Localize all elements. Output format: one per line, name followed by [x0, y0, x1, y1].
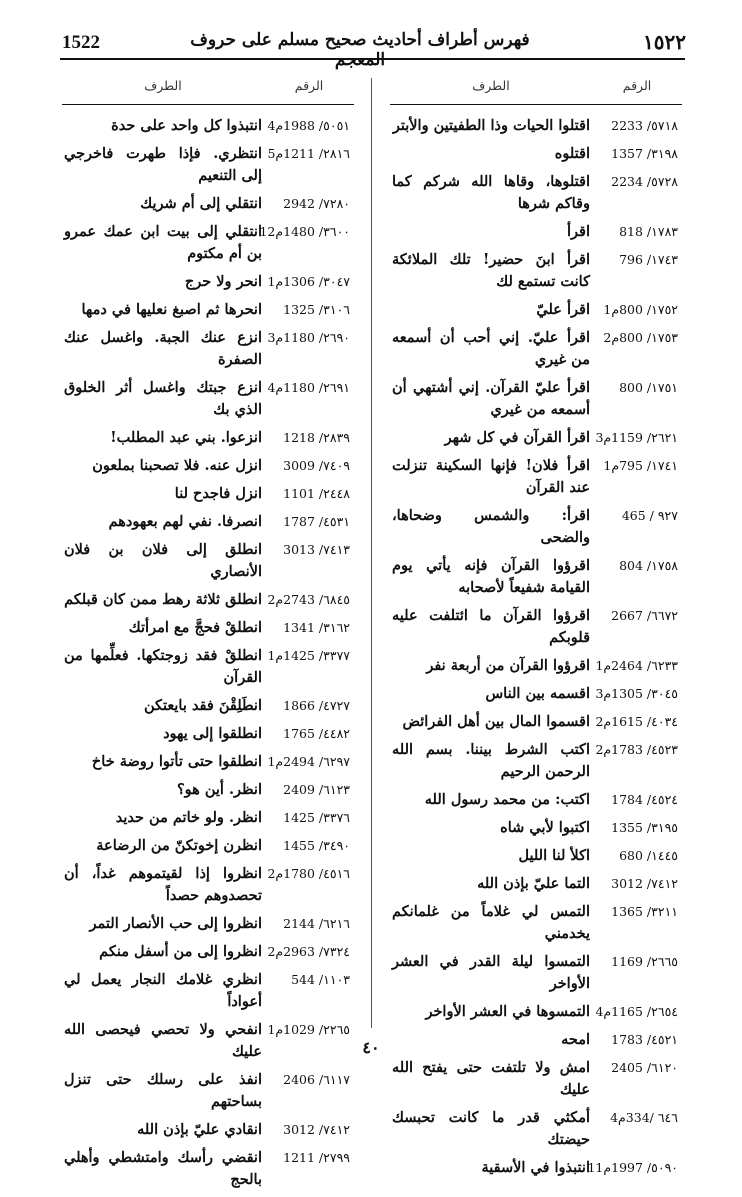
- entry-number: ١٤٤٥/ 680: [619, 848, 678, 863]
- entry-number: ٦١١٧/ 2406: [283, 1072, 350, 1087]
- entry-number: ٢٦٦٥/ 1169: [611, 954, 678, 969]
- entry-number: ٧٤١٢/ 3012: [611, 876, 678, 891]
- entry-text: انطلق ثلاثة رهط ممن كان قبلكم: [64, 591, 262, 608]
- index-entry: [390, 789, 682, 811]
- entry-number: ٧٤١٢/ 3012: [283, 1122, 350, 1137]
- entry-number: ٧٤٠٩/ 3009: [283, 458, 350, 473]
- entry-text: انطلق إلى فلان بن فلان الأنصاري: [64, 541, 262, 580]
- entry-number: ٣٣٧٦/ 1425: [283, 810, 350, 825]
- index-entry: [62, 427, 354, 449]
- entry-text: اقتلوها، وقاها الله شركم كما وقاكم شرها: [392, 173, 590, 212]
- entry-text: انطلقوا إلى يهود: [163, 725, 262, 742]
- entry-text: انفذ على رسلك حتى تنزل بساحتهم: [64, 1071, 262, 1110]
- entry-number: ٩٢٧ / 465: [621, 508, 678, 523]
- entry-text: انتظري. فإذا طهرت فاخرجي إلى التنعيم: [64, 145, 262, 184]
- entry-number: ٦٤٦ /334م4: [610, 1110, 678, 1125]
- entry-number: ٢٦٥٤/ 1165م4: [595, 1004, 678, 1019]
- entry-text: اقرؤوا القرآن من أربعة نفر: [426, 657, 590, 674]
- index-entry: [62, 455, 354, 477]
- entry-text: اقرأ عليّ القرآن. إني أشتهي أن أسمعه من غيري: [392, 379, 590, 418]
- entry-number: ٢٦٩٠/ 1180م3: [267, 330, 350, 345]
- entry-number: ٤٠٣٤/ 1615م2: [595, 714, 678, 729]
- index-entry: [390, 221, 682, 243]
- text-column-heading: الطرف: [144, 78, 182, 93]
- index-entry: [62, 617, 354, 639]
- entry-text: انظروا إلى من أسفل منكم: [99, 943, 262, 960]
- index-entry: [62, 539, 354, 583]
- entry-text: اقسمه بين الناس: [485, 685, 590, 702]
- number-column-heading: الرقم: [622, 78, 652, 93]
- entry-text: اقرأ القرآن في كل شهر: [444, 429, 590, 446]
- entry-number: ١٧٥٣/ 800م2: [603, 330, 678, 345]
- number-column-heading: الرقم: [294, 78, 324, 93]
- entry-text: انظر. ولو خاتم من حديد: [115, 809, 262, 826]
- index-entry: [62, 723, 354, 745]
- index-entry: [62, 143, 354, 187]
- entry-text: اقرأ عليّ: [536, 301, 590, 318]
- entry-number: ٣٢١١/ 1365: [611, 904, 678, 919]
- index-entry: [390, 427, 682, 449]
- entry-text: انقادي عليّ بإذن الله: [137, 1121, 262, 1138]
- index-entry: [62, 969, 354, 1013]
- entry-text: اكلأ لنا الليل: [518, 847, 590, 864]
- entry-number: ٥٧٢٨/ 2234: [611, 174, 678, 189]
- index-entry: [62, 695, 354, 717]
- index-entry: [62, 221, 354, 265]
- index-entry: [390, 739, 682, 783]
- entry-text: أمكثي قدر ما كانت تحبسك حيضتك: [392, 1109, 590, 1148]
- index-entry: [62, 271, 354, 293]
- entry-text: اقرأ ابنَ حضير! تلك الملائكة كانت تستمع لك: [392, 251, 590, 290]
- entry-number: ١٧٤١/ 795م1: [603, 458, 678, 473]
- entry-text: اكتب: من محمد رسول الله: [424, 791, 590, 808]
- entry-text: انطَلِقْنَ فقد بايعتكن: [143, 697, 262, 714]
- entry-text: انظري غلامك النجار يعمل لي أعواداً: [64, 971, 262, 1010]
- index-entry: [390, 1157, 682, 1179]
- index-entry: [390, 901, 682, 945]
- entry-number: ٤٤٨٢/ 1765: [283, 726, 350, 741]
- index-entry: [62, 807, 354, 829]
- entry-text: انصرفا. نفي لهم بعهودهم: [108, 513, 262, 530]
- entry-text: انطلقْ فحجَّ مع امرأتك: [128, 619, 262, 636]
- index-entry: [62, 645, 354, 689]
- entry-number: ٤٥٢٣/ 1783م2: [595, 742, 678, 757]
- entry-number: ٢٦٢١/ 1159م3: [595, 430, 678, 445]
- index-entry: [390, 555, 682, 599]
- page-number-latin: 1522: [62, 32, 100, 53]
- entry-text: اقرأ عليّ. إني أحب أن أسمعه من غيري: [392, 329, 590, 368]
- entry-number: ١٧٥١/ 800: [619, 380, 678, 395]
- entry-number: ٤٥٢١/ 1783: [611, 1032, 678, 1047]
- index-entry: [390, 655, 682, 677]
- entry-number: ٣١٠٦/ 1325: [283, 302, 350, 317]
- entry-text: انزعوا. بني عبد المطلب!: [110, 429, 262, 446]
- entry-text: اكتب الشرط بيننا. بسم الله الرحمن الرحيم: [392, 741, 590, 780]
- entry-text: انتقلي إلى أم شريك: [140, 195, 262, 212]
- entry-text: التمسوا ليلة القدر في العشر الأواخر: [392, 953, 590, 992]
- entry-number: ١٧٤٣/ 796: [619, 252, 678, 267]
- index-entry: [62, 779, 354, 801]
- right-column-header: [390, 78, 682, 105]
- index-entry: [62, 299, 354, 321]
- entry-number: ٥٠٥١/ 1988م4: [267, 118, 350, 133]
- index-entry: [62, 377, 354, 421]
- entry-text: انفحي ولا تحصي فيحصى الله عليك: [64, 1021, 262, 1060]
- entry-number: ٣٦٠٠/ 1480م12: [259, 224, 350, 239]
- entry-text: انحر ولا حرج: [184, 273, 262, 290]
- index-entry: [390, 817, 682, 839]
- index-entry: [62, 483, 354, 505]
- entry-text: انتبذوا كل واحد على حدة: [111, 117, 262, 134]
- index-entry: [62, 863, 354, 907]
- entry-text: انزل فاجدح لنا: [174, 485, 262, 502]
- index-entry: [390, 1057, 682, 1101]
- index-entry: [390, 845, 682, 867]
- entry-number: ٦١٢٠/ 2405: [611, 1060, 678, 1075]
- index-entry: [390, 1001, 682, 1023]
- index-entry: [390, 711, 682, 733]
- page-footer-marker: ٤٠: [362, 1038, 380, 1057]
- entry-number: ٥٠٩٠/ 1997م11: [587, 1160, 678, 1175]
- page-title: فهرس أطراف أحاديث صحيح مسلم على حروف المعجم: [190, 30, 530, 70]
- index-entry: [62, 913, 354, 935]
- header-divider: [60, 58, 685, 60]
- index-entry: [390, 249, 682, 293]
- entry-number: ٧٤١٣/ 3013: [283, 542, 350, 557]
- index-entry: [62, 1147, 354, 1191]
- entry-text: اقرؤوا القرآن فإنه يأتي يوم القيامة شفيعاً لأصحابه: [392, 557, 590, 596]
- index-entry: [390, 605, 682, 649]
- entry-number: ٣١٦٢/ 1341: [283, 620, 350, 635]
- index-entry: [62, 835, 354, 857]
- entry-text: اقرأ فلان! فإنها السكينة تنزلت عند القرآن: [392, 457, 590, 496]
- page-number-arabic: ١٥٢٢: [643, 30, 686, 54]
- entry-number: ٢٢٦٥/ 1029م1: [267, 1022, 350, 1037]
- entry-number: ١١٠٣/ 544: [291, 972, 350, 987]
- entry-number: ١٧٥٨/ 804: [619, 558, 678, 573]
- column-divider: [371, 78, 372, 1028]
- entry-number: ٢٨١٦/ 1211م5: [267, 146, 350, 161]
- entry-text: انظروا إذا لقيتموهم غداً، أن تحصدوهم حصداً: [64, 865, 262, 904]
- entry-number: ٦٢١٦/ 2144: [283, 916, 350, 931]
- entry-number: ٢٤٤٨/ 1101: [283, 486, 350, 501]
- entry-number: ٥٧١٨/ 2233: [611, 118, 678, 133]
- entry-number: ٦٨٤٥/ 2743م2: [267, 592, 350, 607]
- entry-text: انزع جبتك واغسل أثر الخلوق الذي بك: [64, 379, 262, 418]
- index-entry: [62, 1119, 354, 1141]
- entry-text: انقضي رأسك وامتشطي وأهلي بالحج: [64, 1149, 262, 1188]
- entry-text: اقرأ: والشمس وضحاها، والضحى: [392, 507, 590, 546]
- index-entry: [390, 327, 682, 371]
- index-entry: [390, 171, 682, 215]
- entry-number: ٧٣٢٤/ 2963م2: [267, 944, 350, 959]
- entry-text: انزل عنه. فلا تصحبنا بملعون: [92, 457, 262, 474]
- index-entry: [390, 873, 682, 895]
- entry-text: انظر. أين هو؟: [176, 781, 262, 798]
- index-entry: [390, 1107, 682, 1151]
- text-column-heading: الطرف: [472, 78, 510, 93]
- entry-number: ٢٦٩١/ 1180م4: [267, 380, 350, 395]
- entry-text: اقسموا المال بين أهل الفرائض: [402, 713, 590, 730]
- index-entry: [62, 941, 354, 963]
- entry-number: ٢٧٩٩/ 1211: [283, 1150, 350, 1165]
- index-entry: [390, 115, 682, 137]
- entry-text: انظروا إلى حب الأنصار التمر: [89, 915, 262, 932]
- entry-text: انطلقوا حتى تأتوا روضة خاخ: [91, 753, 262, 770]
- entry-number: ٦٢٩٧/ 2494م1: [267, 754, 350, 769]
- entry-number: ٤٥٣١/ 1787: [283, 514, 350, 529]
- index-entry: [62, 1069, 354, 1113]
- entry-number: ٣٠٤٧/ 1306م1: [267, 274, 350, 289]
- entry-number: ٣١٩٨/ 1357: [611, 146, 678, 161]
- entry-text: التما عليّ بإذن الله: [477, 875, 590, 892]
- entry-number: ٦٢٣٣/ 2464م1: [595, 658, 678, 673]
- entry-number: ٤٥١٦/ 1780م2: [267, 866, 350, 881]
- index-entry: [62, 115, 354, 137]
- entry-number: ٤٥٢٤/ 1784: [611, 792, 678, 807]
- left-column-entries: [62, 115, 354, 1197]
- entry-number: ٣٠٤٥/ 1305م3: [595, 686, 678, 701]
- entry-text: اقرأ: [567, 223, 590, 240]
- entry-text: انطلقْ فقد زوجتكها. فعلِّمها من القرآن: [64, 647, 262, 686]
- index-entry: [390, 143, 682, 165]
- left-column-header: [62, 78, 354, 105]
- index-entry: [390, 683, 682, 705]
- entry-number: ٣٤٩٠/ 1455: [283, 838, 350, 853]
- entry-text: التمس لي غلاماً من غلمانكم يخدمني: [392, 903, 590, 942]
- entry-text: انحرها ثم اصبغ نعليها في دمها: [81, 301, 262, 318]
- right-column: [390, 78, 682, 1185]
- entry-number: ١٧٨٣/ 818: [619, 224, 678, 239]
- entry-text: اقرؤوا القرآن ما ائتلفت عليه قلوبكم: [392, 607, 590, 646]
- entry-text: امحه: [561, 1031, 590, 1048]
- index-entry: [390, 377, 682, 421]
- index-entry: [390, 951, 682, 995]
- index-entry: [62, 511, 354, 533]
- entry-text: اكتبوا لأبي شاه: [500, 819, 590, 836]
- entry-text: اقتلوه: [554, 145, 590, 162]
- left-column: [62, 78, 354, 1197]
- index-entry: [62, 751, 354, 773]
- entry-number: ٧٢٨٠/ 2942: [283, 196, 350, 211]
- entry-number: ٦٦٧٢/ 2667: [611, 608, 678, 623]
- entry-text: امش ولا تلتفت حتى يفتح الله عليك: [392, 1059, 590, 1098]
- entry-number: ٤٧٢٧/ 1866: [283, 698, 350, 713]
- entry-number: ١٧٥٢/ 800م1: [603, 302, 678, 317]
- entry-text: اقتلوا الحيات وذا الطفيتين والأبتر: [392, 117, 590, 134]
- entry-text: التمسوها في العشر الأواخر: [425, 1003, 590, 1020]
- entry-text: انزع عنك الجبة. واغسل عنك الصفرة: [64, 329, 262, 368]
- index-entry: [390, 299, 682, 321]
- index-entry: [62, 193, 354, 215]
- entry-text: انظرن إخوتكنّ من الرضاعة: [96, 837, 262, 854]
- right-column-entries: [390, 115, 682, 1185]
- entry-number: ٣١٩٥/ 1355: [611, 820, 678, 835]
- entry-number: ٣٣٧٧/ 1425م1: [267, 648, 350, 663]
- entry-text: انتقلي إلى بيت ابن عمك عمرو بن أم مكتوم: [64, 223, 262, 262]
- index-entry: [62, 589, 354, 611]
- entry-number: ٦١٢٣/ 2409: [283, 782, 350, 797]
- index-entry: [390, 455, 682, 499]
- index-entry: [390, 505, 682, 549]
- index-entry: [62, 327, 354, 371]
- entry-text: انتبذوا في الأسقية: [481, 1159, 590, 1176]
- entry-number: ٢٨٣٩/ 1218: [283, 430, 350, 445]
